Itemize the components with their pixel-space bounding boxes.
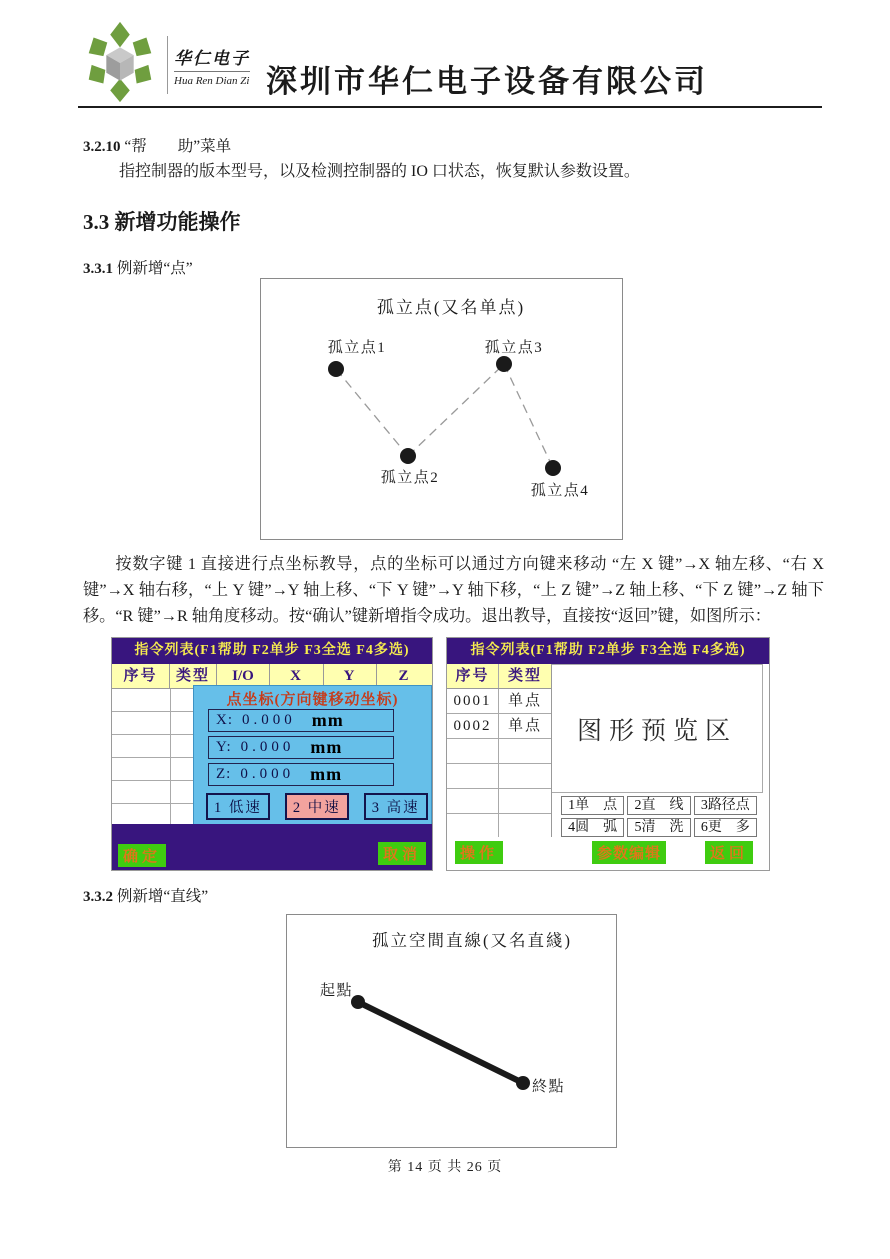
menu-row <box>561 818 757 837</box>
isolated-line-svg <box>287 915 616 1147</box>
z-coordinate-field[interactable] <box>208 763 394 786</box>
cancel-button[interactable]: 取消 <box>378 842 426 865</box>
dashed-link-3-4 <box>504 364 553 468</box>
point-marker-1 <box>328 361 344 377</box>
table-row-empty <box>447 739 551 764</box>
y-value: 0.000 <box>240 739 295 755</box>
list-screen <box>446 637 770 871</box>
z-unit: mm <box>310 764 343 784</box>
graphic-preview-area <box>552 664 763 793</box>
isolated-points-diagram <box>260 278 623 540</box>
y-unit: mm <box>310 737 343 757</box>
isolated-points-svg <box>261 279 622 539</box>
start-point-label: 起點 <box>319 983 353 999</box>
point-marker-2 <box>400 448 416 464</box>
section-newpoint-heading <box>83 256 193 278</box>
point-marker-4 <box>545 460 561 476</box>
menu-clean-button[interactable]: 5清 洗 <box>627 818 690 837</box>
section-newline-heading <box>83 884 208 906</box>
speed-high-button[interactable]: 3 高速 <box>364 793 428 820</box>
diagram1-title: 孤立点(又名单点) <box>376 298 526 317</box>
menu-arc-button[interactable]: 4圆 弧 <box>561 818 624 837</box>
list-screen-bottombar <box>447 837 769 870</box>
operate-button[interactable]: 操作 <box>455 841 503 864</box>
logo-text <box>174 44 250 87</box>
isolated-line-diagram <box>286 914 617 1148</box>
section-newline-number: 3.3.2 <box>83 889 113 905</box>
x-unit: mm <box>311 710 344 730</box>
column-z: Z <box>398 668 411 684</box>
command-table <box>447 664 552 839</box>
logo-title: 华仁电子 <box>174 44 250 72</box>
dashed-link-2-3 <box>408 364 504 456</box>
speed-medium-button[interactable]: 2 中速 <box>285 793 349 820</box>
column-type: 类型 <box>170 664 217 688</box>
preview-label: 图形预览区 <box>576 717 737 745</box>
company-logo-icon <box>76 18 164 106</box>
page-number: 第 14 页 共 26 页 <box>387 1160 503 1175</box>
start-point-marker <box>351 995 365 1009</box>
back-button[interactable]: 返回 <box>705 841 753 864</box>
table-column-divider <box>170 689 171 826</box>
table-row-empty <box>447 814 551 839</box>
point-coordinate-dialog <box>193 685 432 826</box>
column-seq: 序号 <box>112 664 170 688</box>
y-label: Y: <box>216 739 232 755</box>
x-value: 0.000 <box>242 712 296 728</box>
header-divider <box>78 106 822 108</box>
point-label-4: 孤立点4 <box>530 483 590 499</box>
z-label: Z: <box>216 766 232 782</box>
x-coordinate-field[interactable] <box>208 709 394 732</box>
z-value: 0.000 <box>240 766 295 782</box>
section-newfeatures-heading <box>83 206 241 236</box>
list-screen-titlebar: 指令列表(F1帮助 F2单步 F3全选 F4多选) <box>447 638 769 664</box>
speed-low-button[interactable]: 1 低速 <box>206 793 270 820</box>
section-newfeatures-title: 新增功能操作 <box>114 210 241 234</box>
menu-point-button[interactable]: 1单 点 <box>561 796 624 815</box>
logo-subtitle: Hua Ren Dian Zi <box>174 75 250 87</box>
company-name: 深圳市华仁电子设备有限公司 <box>266 64 708 99</box>
row-seq: 0001 <box>447 689 499 713</box>
menu-line-button[interactable]: 2直 线 <box>627 796 690 815</box>
teach-screen-bottombar <box>112 824 432 870</box>
logo-divider <box>167 36 168 94</box>
column-type: 类型 <box>507 668 542 684</box>
diagram2-title: 孤立空間直線(又名直綫) <box>372 931 572 950</box>
table-row[interactable] <box>447 714 551 739</box>
confirm-button[interactable]: 确定 <box>118 844 166 867</box>
end-point-marker <box>516 1076 530 1090</box>
teach-screen <box>111 637 433 871</box>
section-help-title: “帮 助”菜单 <box>124 138 232 155</box>
point-marker-3 <box>496 356 512 372</box>
dashed-link-1-2 <box>336 369 408 456</box>
y-coordinate-field[interactable] <box>208 736 394 759</box>
speed-selector <box>206 793 431 820</box>
column-io: I/O <box>217 664 270 688</box>
section-help-body: 指控制器的版本型号，以及检测控制器的 IO 口状态，恢复默认参数设置。 <box>119 163 640 180</box>
end-point-label: 終點 <box>532 1079 566 1095</box>
x-label: X: <box>216 712 233 728</box>
column-seq: 序号 <box>447 664 499 688</box>
line-segment <box>358 1002 523 1083</box>
teach-paragraph: 按数字键 1 直接进行点坐标教导，点的坐标可以通过方向键来移动 “左 X 键”→X 轴左移、“右 X 键”→X 轴右移，“上 Y 键”→Y 轴上移、“下 Y 键”→Y 轴下移，“上 Z 键”→Z 轴上移、“下 Z 键”→Z 轴下移。“R 键”→R 轴角度移动。按“确认”键新增指令成功。退出教导，直接按“返回”键，如图所示： <box>83 555 824 625</box>
column-y: Y <box>324 664 377 688</box>
section-newpoint-number: 3.3.1 <box>83 261 113 277</box>
teach-screen-titlebar: 指令列表(F1帮助 F2单步 F3全选 F4多选) <box>112 638 432 664</box>
table-row[interactable] <box>447 689 551 714</box>
point-label-2: 孤立点2 <box>380 470 440 486</box>
table-row-empty <box>447 789 551 814</box>
command-type-menu <box>561 796 757 840</box>
section-help-heading <box>83 134 231 156</box>
param-edit-button[interactable]: 参数编辑 <box>592 841 666 864</box>
point-label-3: 孤立点3 <box>484 340 544 356</box>
menu-row <box>561 796 757 815</box>
column-x: X <box>270 664 324 688</box>
point-label-1: 孤立点1 <box>327 340 387 356</box>
row-type: 单点 <box>507 693 542 709</box>
section-newpoint-title: 例新增“点” <box>116 260 193 277</box>
section-newfeatures-number: 3.3 <box>83 210 110 234</box>
section-help-number: 3.2.10 <box>83 139 121 155</box>
dialog-title: 点坐标(方向键移动坐标) <box>226 692 399 708</box>
section-newline-title: 例新增“直线” <box>116 888 209 905</box>
row-seq: 0002 <box>447 714 499 738</box>
command-table-header <box>447 664 551 689</box>
table-row-empty <box>447 764 551 789</box>
menu-path-point-button[interactable]: 3路径点 <box>694 796 757 815</box>
row-type: 单点 <box>507 718 542 734</box>
menu-more-button[interactable]: 6更 多 <box>694 818 757 837</box>
